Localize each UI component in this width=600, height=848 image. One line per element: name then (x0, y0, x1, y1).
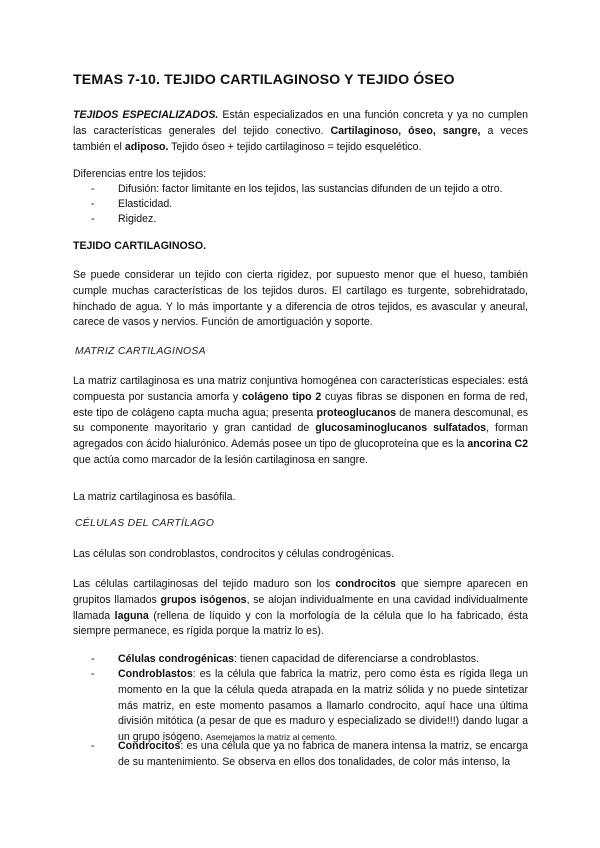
cells-text-4: (rellena de líquido y con la morfología de la célula que lo ha fabricado, ésta siempre permanece, es rígida porque la matriz lo es). (73, 609, 528, 638)
intro-bold-2: adiposo. (124, 140, 169, 153)
intro-lead: TEJIDOS ESPECIALIZADOS. (73, 109, 219, 121)
cells-intro: Las células son condroblastos, condrocitos y células condrogénicas. (73, 548, 394, 560)
cell-type-name: Células condrogénicas (118, 653, 234, 665)
matrix-text-5: que actúa como marcador de la lesión cartilaginosa en sangre. (73, 453, 369, 466)
cells-text-2: que siempre aparecen en grupitos llamados (73, 578, 528, 606)
cell-type-note: Asemejamos la matriz al cemento. (205, 732, 338, 743)
matrix-text-4: , forman agregados con ácido hialurónico. Además posee un tipo de glucoproteína que es la (73, 422, 528, 451)
cell-type-name: Condroblastos (118, 668, 193, 680)
page-title: TEMAS 7-10. TEJIDO CARTILAGINOSO Y TEJIDO ÓSEO (73, 72, 455, 88)
differences-heading: Diferencias entre los tejidos: (73, 168, 207, 180)
matrix-bold-3: glucosaminoglucanos sulfatados (315, 422, 487, 435)
matrix-text-3: de manera descomunal, es su componente mayoritario y gran cantidad de (73, 406, 529, 435)
matrix-heading: MATRIZ CARTILAGINOSA (75, 346, 206, 357)
cells-text-1: Las células cartilaginosas del tejido maduro son los (73, 578, 336, 590)
cell-type-item (118, 739, 528, 771)
cartilage-heading: TEJIDO CARTILAGINOSO. (73, 240, 207, 252)
cell-type-desc: : tienen capacidad de diferenciarse a condroblastos. (233, 653, 479, 665)
cell-type-name: Condrocitos (118, 740, 181, 752)
cell-type-desc: : es la célula que fabrica la matriz, pero como ésta es rígida llega un momento en la que la célula queda atrapada en la matriz sólida y no puede sintetizar más matriz, en este momento pasamos a llamarlo condrocito, aquí hace una última división mitótica (a pesar de que es maduro y especializado se divide!!!) dando lugar a un grupo isógeno. (118, 668, 528, 744)
difference-item: Rigidez. (118, 213, 157, 225)
cells-paragraph (73, 577, 528, 640)
difference-item: Difusión: factor limitante en los tejidos, las sustancias difunden de un tejido a otro. (118, 183, 503, 195)
document-page: TEMAS 7-10. TEJIDO CARTILAGINOSO Y TEJIDO ÓSEO TEJIDOS ESPECIALIZADOS. Están especializados en una función concreta y ya no cumplen las características generales del tejido conectivo. Cartilaginoso, óseo, sangre, a veces también el adiposo. Tejido óseo + tejido cartilaginoso = tejido esquelético. Diferencias entre los tejidos: - Difusión: factor limitante en los tejidos, las sustancias difunden de un tejido a otro. - Elasticidad. - Rigidez. TEJIDO CARTILAGINOSO. Se puede considerar un tejido con cierta rigidez, por supuesto menor que el hueso, también cumple muchas características de los tejidos duros. El cartílago es turgente, sobrehidratado, hinchado de agua. Y lo más importante y a diferencia de otros tejidos, es avascular y aneural, carece de vasos y nervios. Función de amortiguación y soporte. MATRIZ CARTILAGINOSA La matriz cartilaginosa es una matriz conjuntiva homogénea con características especiales: está compuesta por sustancia amorfa y colágeno tipo 2 cuyas fibras se disponen en forma de red, este tipo de colágeno capta mucha agua; presenta proteoglucanos de manera descomunal, es su componente mayoritario y gran cantidad de glucosaminoglucanos sulfatados, forman agregados con ácido hialurónico. Además posee un tipo de glucoproteína que es la ancorina C2 que actúa como marcador de la lesión cartilaginosa en sangre. La matriz cartilaginosa es basófila. CÉLULAS DEL CARTÍLAGO Las células son condroblastos, condrocitos y células condrogénicas. Las células cartilaginosas del tejido maduro son los condrocitos que siempre aparecen en grupitos llamados grupos isógenos, se alojan individualmente en una cavidad individualmente llamada laguna (rellena de líquido y con la morfología de la célula que lo ha fabricado, ésta siempre permanece, es rígida porque la matriz lo es). - Células condrogénicas: tienen capacidad de diferenciarse a condroblastos. - Condroblastos: es la célula que fabrica la matriz, pero como ésta es rígida llega un momento en la que la célula queda atrapada en la matriz sólida y no puede sintetizar más matriz, en este momento pasamos a llamarlo condrocito, aquí hace una última división mitótica (a pesar de que es maduro y especializado se divide!!!) dando lugar a un grupo isógeno. Asemejamos la matriz al cemento. - Condrocitos: es una célula que ya no fabrica de manera intensa la matriz, se encarga de su mantenimiento. Se observa en ellos dos tonalidades, de color más intenso, la (0, 0, 600, 848)
intro-text-1: Están especializados en una función concreta y ya no cumplen las características generales del tejido conectivo. (73, 109, 528, 137)
difference-item: Elasticidad. (118, 198, 173, 210)
matrix-text-1: La matriz cartilaginosa es una matriz conjuntiva homogénea con características especiales: está compuesta por sustancia amorfa y (73, 375, 528, 403)
cells-bold-2: grupos isógenos (160, 593, 247, 606)
matrix-bold-4: ancorina C2 (467, 438, 529, 451)
intro-bold-1: Cartilaginoso, óseo, sangre, (330, 124, 481, 137)
matrix-paragraph (73, 374, 528, 469)
cells-heading: CÉLULAS DEL CARTÍLAGO (75, 518, 215, 529)
cell-type-item (118, 652, 528, 668)
intro-text-3: Tejido óseo + tejido cartilaginoso = tejido esquelético. (168, 140, 422, 153)
basophil-line: La matriz cartilaginosa es basófila. (73, 491, 236, 503)
cells-bold-1: condrocitos (335, 578, 396, 590)
cell-type-item (118, 667, 528, 746)
intro-text-2: a veces también el (73, 124, 529, 153)
intro-paragraph (73, 108, 528, 155)
cells-text-3: , se alojan individualmente en una cavidad individualmente llamada (73, 593, 528, 622)
cells-bold-3: laguna (114, 609, 149, 622)
matrix-bold-2: proteoglucanos (316, 406, 396, 419)
cartilage-paragraph: Se puede considerar un tejido con cierta rigidez, por supuesto menor que el hueso, también cumple muchas características de los tejidos duros. El cartílago es turgente, sobrehidratado, hinchado de agua. Y lo más importante y a diferencia de otros tejidos, es avascular y aneural, carece de vasos y nervios. Función de amortiguación y soporte. (73, 269, 528, 329)
matrix-bold-1: colágeno tipo 2 (241, 390, 322, 403)
cell-type-desc: : es una célula que ya no fabrica de manera intensa la matriz, se encarga de su mantenimiento. Se observa en ellos dos tonalidades, de color más intenso, la (118, 740, 528, 768)
matrix-text-2: cuyas fibras se disponen en forma de red, este tipo de colágeno capta mucha agua; presenta (73, 390, 529, 419)
